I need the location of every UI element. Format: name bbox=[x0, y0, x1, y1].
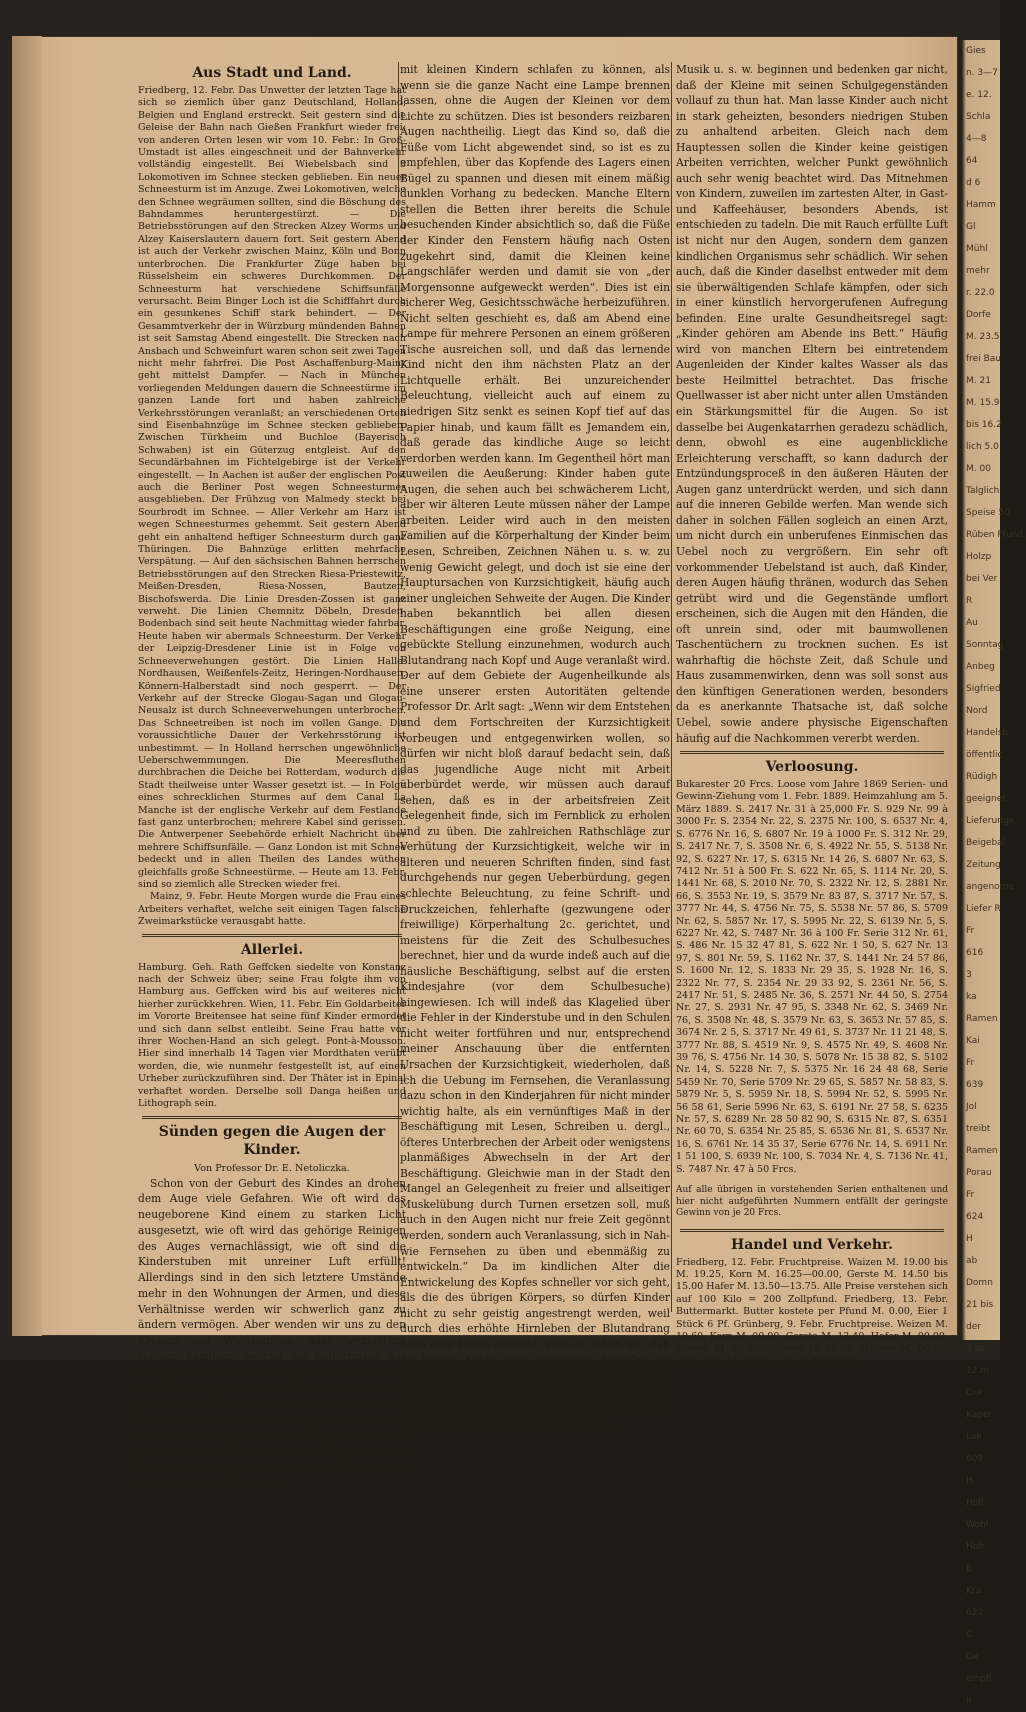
adjacent-page-fragment: Porau bbox=[966, 1168, 992, 1178]
article-suenden-part1: Schon von der Geburt des Kindes an drohen dem Auge viele Gefahren. Wie oft wird das neugeborene Kind einem zu starken Licht ausgesetzt, wie oft wird das gehörige Reinigen des Auges vernachlässigt, wie oft sind die Kinderstuben mit unreiner Luft erfüllt! Allerdings sind in den sich letztere Umstände mehr in den Wohnungen der Armen, und diese Verhältnisse werden wir schwerlich ganz zu ändern vermögen. Aber wenden wir uns zu den Kreisen des Wohlstandes, oder wenigstens solcher Familien, welche die Bedürfnisse des gewöhnlichen Lebens sorgenfrei zu befriedigen im Stande sind. Wie viele Stunden sind da die Kleinen den Dienstmädchen allein überlassen. Diese aber, wie man nur zu oft sieht, fahren die in einem Wagen auf dem Rücken liegenden Kinder so im Freien herum, daß diesen die Sonne gerade in die Augen scheint. Viele Mütter glauben gar nicht anders bbox=[138, 1176, 406, 1489]
adjacent-page-fragment: e. 12. bbox=[966, 90, 992, 100]
adjacent-page-fragment: Gl bbox=[966, 222, 976, 232]
article-stadt-und-land: Friedberg, 12. Febr. Das Unwetter der letzten Tage hat sich so ziemlich über ganz Deutschland, Holland, Belgien und England erstreckt. Seit gestern sind die Geleise der Bahn nach Gießen Frankfurt wieder frei; von anderen Orten lesen wir vom 10. Febr.: In Groß-Umstadt ist alles eingeschneit und der Bahnverkehr vollständig eingestellt. Bei Wiebelsbach sind 3 Lokomotiven im Schnee stecken geblieben. Ein neuer Schneesturm ist im Anzuge. Zwei Lokomotiven, welche den Schnee wegräumen sollten, sind die Böschung des Bahndammes heruntergestürzt. — Die Betriebsstörungen auf den Strecken Alzey Worms und Alzey Kaiserslautern dauern fort. Seit gestern Abend ist auch der Verkehr zwischen Mainz, Köln und Bonn unterbrochen. Die Frankfurter Züge haben bei Rüsselsheim ein schweres Durchkommen. Der Schneesturm hat verschiedene Schiffsunfälle verursacht. Beim Binger Loch ist die Schifffahrt durch ein gesunkenes Schiff stark behindert. — Der Gesammtverkehr der in Würzburg mündenden Bahnen ist seit Samstag Abend eingestellt. Die Strecken nach Ansbach und Schweinfurt waren schon seit zwei Tagen nicht mehr fahrfrei. Die Post Aschaffenburg-Mainz geht mittelst Dampfer. — Nach in München vorliegenden Meldungen dauern die Schneestürme im ganzen Lande fort und haben zahlreiche Verkehrsstörungen veranlaßt; an verschiedenen Orten sind Eisenbahnzüge im Schnee stecken geblieben. Zwischen Türkheim und Buchloe (Bayerisch Schwaben) ist ein Güterzug entgleist. Auf den Secundärbahnen im Fichtelgebirge ist der Verkehr eingestellt. — In Aachen ist außer der englischen Post auch die Berliner Post wegen Schneesturmes ausgeblieben. Der Frühzug von Malmedy steckt bei Sourbrodt im Schnee. — Aller Verkehr am Harz ist wegen Schneesturmes gehemmt. Seit gestern Abend geht ein anhaltend heftiger Schneesturm durch ganz Thüringen. Die Bahnzüge erlitten mehrfache Verspätung. — Auf den sächsischen Bahnen herrschen Betriebsstörungen auf den Strecken Riesa-Priestewitz, Meißen-Dresden, Riesa-Nossen, Bautzen, Bischofswerda. Die Linie Dresden-Zossen ist ganz verweht. Die Linien Chemnitz Döbeln, Dresden-Bodenbach sind seit heute Nachmittag wieder fahrbar. Heute haben wir abermals Schneesturm. Der Verkehr der Leipzig-Dresdener Linie ist in Folge von Schneeverwehungen gestört. Die Linien Halle-Nordhausen, Weißenfels-Zeitz, Heringen-Nordhausen, Könnern-Halberstadt sind noch gesperrt. — Der Verkehr auf der Strecke Glogau-Sagan und Glogau-Neusalz ist durch Schneeverwehungen unterbrochen. Das Schneetreiben ist noch im vollen Gange. Die voraussichtliche Dauer der Verkehrsstörung ist unbestimmt. — In Holland herrschen ungewöhnliche Ueberschwemmungen. Die Meeresfluthen durchbrachen die Deiche bei Rotterdam, wodurch die Stadt theilweise unter Wasser gesetzt ist. — In Folge eines schrecklichen Sturmes auf dem Canal La Manche ist der englische Verkehr auf dem Festlande fast ganz unterbrochen; mehrere Kabel sind gerissen. Die Antwerpener Seebehörde erhielt Nachricht über mehrere Schiffsunfälle. — Ganz London ist mit Schnee bedeckt und in allen Theilen des Landes wüthen gleichfalls große Schneestürme. — Heute am 13. Febr. sind so ziemlich alle Strecken wieder frei. bbox=[138, 85, 406, 890]
adjacent-page-fragment: mehr bbox=[966, 266, 990, 276]
article-verloosung: Bukarester 20 Frcs. Loose vom Jahre 1869 Serien- und Gewinn-Ziehung vom 1. Febr. 1889. Heimzahlung am 5. März 1889. S. 2417 Nr. 31 à 25,000 Fr. S. 929 Nr. 99 à 3000 Fr. S. 2354 Nr. 22, S. 2375 Nr. 100, S. 6537 Nr. 4, S. 6776 Nr. 16, S. 6807 Nr. 19 à 1000 Fr. S. 312 Nr. 29, S. 2417 Nr. 7, S. 3508 Nr. 6, S. 4922 Nr. 55, S. 5138 Nr. 92, S. 6227 Nr. 17, S. 6315 Nr. 14 26, S. 6807 Nr. 63, S. 7412 Nr. 51 à 500 Fr. S. 622 Nr. 65, S. 1114 Nr. 20, S. 1441 Nr. 68, S. 2010 Nr. 70, S. 2322 Nr. 12, S. 2881 Nr. 66, S. 3553 Nr. 19, S. 3579 Nr. 83 87, S. 3717 Nr. 57, S. 3777 Nr. 44, S. 4756 Nr. 75, S. 5538 Nr. 57 86, S. 5709 Nr. 62, S. 5857 Nr. 17, S. 5995 Nr. 22, S. 6139 Nr. 5, S. 6227 Nr. 42, S. 7487 Nr. 36 à 100 Fr. Serie 312 Nr. 61, S. 486 Nr. 15 32 47 81, S. 622 Nr. 1 50, S. 627 Nr. 13 97, S. 801 Nr. 59, S. 1162 Nr. 37, S. 1441 Nr. 24 57 86, S. 1600 Nr. 12, S. 1833 Nr. 29 35, S. 1928 Nr. 16, S. 2322 Nr. 77, S. 2354 Nr. 29 33 92, S. 2361 Nr. 56, S. 2417 Nr. 51, S. 2485 Nr. 36, S. 2571 Nr. 44 50, S. 2754 Nr. 27, S. 2931 Nr. 47 95, S. 3348 Nr. 62, S. 3469 Nr. 76, S. 3508 Nr. 48, S. 3579 Nr. 63, S. 3653 Nr. 57 85, S. 3674 Nr. 2 5, S. 3717 Nr. 49 61, S. 3737 Nr. 11 21 48, S. 3777 Nr. 88, S. 4519 Nr. 9, S. 4575 Nr. 49, S. 4608 Nr. 39 76, S. 4756 Nr. 14 30, S. 5078 Nr. 15 38 82, S. 5102 Nr. 14, S. 5228 Nr. 7, S. 5375 Nr. 16 24 48 68, Serie 5459 Nr. 70, Serie 5709 Nr. 29 65, S. 5857 Nr. 58 83, S. 5879 Nr. 5, S. 5959 Nr. 18, S. 5994 Nr. 52, S. 5995 Nr. 56 58 61, Serie 5996 Nr. 63, S. 6191 Nr. 27 58, S. 6235 Nr. 57, S. 6289 Nr. 28 50 82 90, S. 6315 Nr. 87, S. 6351 Nr. 60 70, S. 6354 Nr. 25 85, S. 6536 Nr. 81, S. 6537 Nr. 16, S. 6761 Nr. 14 35 37, Serie 6776 Nr. 14, S. 6911 Nr. 1 51 100, S. 6939 Nr. 100, S. 7034 Nr. 4, S. 7136 Nr. 41, S. 7487 Nr. 47 à 50 Frcs. bbox=[676, 779, 948, 1175]
adjacent-page-fragment: 609 bbox=[966, 1454, 984, 1464]
adjacent-page-fragment: Fr bbox=[966, 1190, 975, 1200]
article-suenden-part2: mit kleinen Kindern schlafen zu können, als wenn sie die ganze Nacht eine Lampe brennen lassen, ohne die Augen der Kleinen vor dem Lichte zu schützen. Dies ist besonders reizbaren Augen nachtheilig. Liegt das Kind so, daß die Füße vom Licht abgewendet sind, so ist es zu empfehlen, über das Kopfende des Lagers einen Bügel zu spannen und diesen mit einem mäßig dunklen Vorhang zu bedecken. Manche Eltern stellen die Betten ihrer bereits die Schule besuchenden Kinder absichtlich so, daß die Füße der Kinder den Fenstern häufig nach Osten zugekehrt sind, damit die Kleinen keine Langschläfer werden und damit sie von „der Morgensonne aufgeweckt werden“. Dies ist ein sicherer Weg, Gesichtsschwäche herbeizuführen. Nicht selten geschieht es, daß am Abend eine Lampe für mehrere Personen an einem größeren Tische ausreichen soll, und daß das lernende Kind nicht den ihm nächsten Platz an der Lichtquelle erhält. Bei unzureichender Beleuchtung, vielleicht auch auf einem zu niedrigen Sitz senkt es seinen Kopf tief auf das Papier hinab, und kaum fällt es Jemandem ein, daß gerade das kindliche Auge so leicht verdorben werden kann. Im Gegentheil hört man zuweilen die Aeußerung: Kinder haben gute Augen, die sehen auch bei schwächerem Licht, aber wir älteren Leute müssen näher der Lampe arbeiten. Leider wird auch in den meisten Familien auf die Körperhaltung der Kinder beim Lesen, Schreiben, Zeichnen Nähen u. s. w. zu wenig Gewicht gelegt, und doch ist sie eine der Hauptursachen von Kurzsichtigkeit, häufig auch einer ungleichen Sehweite der Augen. Die Kinder haben bekanntlich bei allen diesen Beschäftigungen eine große Neigung, eine gebückte Stellung einzunehmen, wodurch auch Blutandrang nach Kopf und Auge veranlaßt wird. Der auf dem Gebiete der Augenheilkunde als eine unserer ersten Autoritäten geltende Professor Dr. Arlt sagt: „Wenn wir dem Entstehen und dem Fortschreiten der Kurzsichtigkeit vorbeugen und entgegenwirken wollen, so dürfen wir nicht bloß darauf bedacht sein, daß das jugendliche Auge nicht mit Arbeit überbürdet werde, wir müssen auch darauf sehen, daß es in der arbeitsfreien Zeit Gelegenheit finde, sich im Fernblick zu erholen und zu üben. Die zahlreichen Rathschläge zur Verhütung der Kurzsichtigkeit, welche wir in älteren und neueren Schriften finden, sind fast durchgehends nur gegen Ueberbürdung, gegen schlechte Beleuchtung, zu feine Schrift- und Druckzeichen, fehlerhafte (gezwungene oder freiwillige) Körperhaltung 2c. gerichtet, und meistens für die Zeit des Schulbesuches berechnet, hier und da wurde indeß auch auf die häusliche Beschäftigung, selbst auf die ersten Kindesjahre (vor dem Schulbesuche) hingewiesen. Ich will indeß das Klagelied über die Fehler in der Kinderstube und in den Schulen nicht weiter fortführen und nur, entsprechend meiner Anschauung über die entfernten Ursachen der Kurzsichtigkeit, wiederholen, daß ich die Uebung im Fernsehen, die Veranlassung dazu schon in den Kinderjahren für nicht minder wichtig halte, als ein vernünftiges Maß in der Beschäftigung mit Lesen, Schreiben u. dergl., öfteres Unterbrechen der Arbeit oder wenigstens planmäßiges Abwechseln in der Art der Beschäftigung. Gleichwie man in der Stadt den Mangel an Gelegenheit zu freier und allseitiger Muskelübung durch Turnen ersetzen soll, muß auch in den Augen nicht nur freie Zeit gegönnt werden, sondern auch Veranlassung, sich in Nah- wie Fernsehen zu üben und ebenmäßig zu entwickeln.“ Da im kindlichen Alter die Entwickelung des Kopfes schneller vor sich geht, als die des übrigen Körpers, so dürfen Kinder nicht zu sehr geistig angestrengt werden, weil durch dies erhöhte Hirnleben der Blutandrang nach dem Kopfe entsteht. Wie oft sehen wir, daß ein kleiner Knabe nach gemachten Aufgaben im Gesicht ungewöhnlich roth erscheint, daß sein Kopf heiß ist. Manche Eltern beherzigen dieses Moment nicht und können es gar nicht erwarten, daß ihre Kinder mit fremden Sprachen, bbox=[400, 63, 670, 1429]
column-left bbox=[138, 62, 406, 1489]
adjacent-page-fragment: H bbox=[966, 1476, 973, 1486]
adjacent-page-fragment: der bbox=[966, 1322, 981, 1332]
adjacent-page-fragment: bei Ver bbox=[966, 574, 998, 584]
adjacent-page-fragment: Talglich bbox=[966, 486, 1000, 496]
article-handel: Friedberg, 12. Febr. Fruchtpreise. Waizen M. 19.00 bis M. 19.25, Korn M. 16.25—00.00, Gerste M. 14.50 bis 15.00 Hafer M. 13.50—13.75. Alle Preise verstehen sich auf 100 Kilo = 200 Zollpfund. Friedberg, 13. Febr. Buttermarkt. Butter kostete per Pfund M. 0.00, Eier 1 Stück 6 Pf. Grünberg, 9. Febr. Fruchtpreise. Weizen M. 19.60, Korn M. 00.00, Gerste M. 13.40, Hafer M. 00.00, Erbsen M. 00.00, Bohnen M. 00.00, Wicken M. 00.00, Kartoffeln M. 00.00, Linsen M. 00.00. bbox=[676, 1256, 948, 1367]
adjacent-page-fragment: M. 15.9 bbox=[966, 398, 1000, 408]
adjacent-page-fragment: Wohl bbox=[966, 1520, 989, 1530]
adjacent-page-fragment: Kra bbox=[966, 1586, 982, 1596]
adjacent-page-fragment: 64 bbox=[966, 156, 978, 166]
adjacent-page-fragment: lich 5.0 bbox=[966, 442, 999, 452]
adjacent-page-fragment: Holzp bbox=[966, 552, 992, 562]
section-heading-suenden: Sünden gegen die Augen der Kinder. bbox=[158, 1123, 386, 1158]
adjacent-page-fragment: 616 bbox=[966, 948, 984, 958]
adjacent-page-fragment: 21 bis bbox=[966, 1300, 994, 1310]
adjacent-page-fragment: 12 m bbox=[966, 1366, 990, 1376]
section-heading-handel: Handel und Verkehr. bbox=[731, 1236, 893, 1253]
adjacent-page-fragment: Domn bbox=[966, 1278, 993, 1288]
adjacent-page-fragment: ka bbox=[966, 992, 977, 1002]
page-binding-edge bbox=[12, 36, 42, 1336]
section-divider bbox=[680, 751, 944, 754]
adjacent-page-fragment: ab bbox=[966, 1256, 978, 1266]
adjacent-page-fragment: frei Bau bbox=[966, 354, 1001, 364]
adjacent-page-fragment: 622 bbox=[966, 1608, 984, 1618]
adjacent-page-fragment: 639 bbox=[966, 1080, 984, 1090]
adjacent-page-fragment: Zeitung bbox=[966, 860, 1001, 870]
adjacent-page-fragment: d 6 bbox=[966, 178, 981, 188]
adjacent-page-fragment: Rüdigh bbox=[966, 772, 998, 782]
adjacent-page-fragment: Mühl bbox=[966, 244, 988, 254]
adjacent-page-fragment: öffentlic bbox=[966, 750, 1003, 760]
adjacent-page-fragment: Lak bbox=[966, 1432, 982, 1442]
adjacent-page-fragment: Jol bbox=[966, 1102, 977, 1112]
adjacent-page-fragment: Gies bbox=[966, 46, 986, 56]
adjacent-page-fragment: Anbeg bbox=[966, 662, 995, 672]
section-divider bbox=[142, 934, 402, 937]
adjacent-page-fragment: Beigebal bbox=[966, 838, 1006, 848]
adjacent-page-fragment: n. 3—7 bbox=[966, 68, 998, 78]
adjacent-page-fragment: Dorfe bbox=[966, 310, 991, 320]
adjacent-page-fragment: Kai bbox=[966, 1036, 980, 1046]
adjacent-page-fragment: Liefer R bbox=[966, 904, 1001, 914]
adjacent-page-fragment: 624 bbox=[966, 1212, 984, 1222]
adjacent-page-strip bbox=[962, 40, 1026, 1706]
adjacent-page-fragment: H bbox=[966, 1234, 973, 1244]
section-divider bbox=[680, 1229, 944, 1232]
article-author: Von Professor Dr. E. Netoliczka. bbox=[194, 1162, 350, 1174]
adjacent-page-fragment: bis 16.2 bbox=[966, 420, 1002, 430]
column-right bbox=[676, 62, 949, 1367]
adjacent-page-fragment: Fr bbox=[966, 926, 975, 936]
adjacent-page-fragment: geeignet bbox=[966, 794, 1006, 804]
adjacent-page-fragment: Rüben Pfund. bbox=[966, 530, 1026, 540]
adjacent-page-fragment: M. 00 bbox=[966, 464, 991, 474]
column-divider bbox=[671, 62, 672, 1312]
column-middle bbox=[400, 62, 670, 1429]
adjacent-page-fragment: Sonntag bbox=[966, 640, 1004, 650]
adjacent-page-fragment: Kaper bbox=[966, 1410, 993, 1420]
section-heading-stadt-und-land: Aus Stadt und Land. bbox=[192, 65, 352, 81]
adjacent-page-fragment: Holr bbox=[966, 1542, 985, 1552]
adjacent-page-fragment: C bbox=[966, 1630, 973, 1640]
adjacent-page-fragment: angenome bbox=[966, 882, 1014, 892]
adjacent-page-fragment: Ge bbox=[966, 1652, 979, 1662]
adjacent-page-fragment: Handelsb bbox=[966, 728, 1009, 738]
article-allerlei: Hamburg. Geh. Rath Geffcken siedelte von Konstanz nach der Schweiz über; seine Frau folgte ihm von Hamburg aus. Geffcken wird bis auf weiteres nicht hierher zurückkehren. Wien, 11. Febr. Ein Goldarbeiter im Vororte Breitensee hat seine fünf Kinder ermordet und sich dann selbst entleibt. Seine Frau hatte vor ihrer Wochen-Hand an sich gelegt. Pont-à-Mousson. Hier sind innerhalb 14 Tagen vier Mordthaten verübt worden, die, wie nunmehr festgestellt ist, auf einen Urheber zurückzuführen sind. Der Thäter ist in Epinal verhaftet worden. Derselbe soll Danga heißen und Lithograph sein. bbox=[138, 961, 406, 1110]
adjacent-page-fragment: r. 22.0 bbox=[966, 288, 995, 298]
adjacent-page-fragment: Hamm bbox=[966, 200, 996, 210]
section-divider bbox=[142, 1116, 402, 1119]
adjacent-page-fragment: h bbox=[966, 1696, 972, 1706]
adjacent-page-fragment: E bbox=[966, 1564, 972, 1574]
adjacent-page-fragment: Ramen bbox=[966, 1014, 998, 1024]
adjacent-page-fragment: 3 ac bbox=[966, 1344, 986, 1354]
adjacent-page-fragment: Au bbox=[966, 618, 978, 628]
adjacent-page-fragment: M. 23.5 bbox=[966, 332, 1000, 342]
adjacent-page-fragment: Fr bbox=[966, 1058, 975, 1068]
adjacent-page-fragment: Gra bbox=[966, 1388, 983, 1398]
article-mainz: Mainz, 9. Febr. Heute Morgen wurde die Frau eines Arbeiters verhaftet, welche seit einigen Tagen falsche Zweimarkstücke verausgabt hatte. bbox=[138, 891, 406, 928]
adjacent-page-fragment: Sigfried bbox=[966, 684, 1001, 694]
adjacent-page-fragment: M. 21 bbox=[966, 376, 991, 386]
adjacent-page-fragment: treibt bbox=[966, 1124, 991, 1134]
section-heading-allerlei: Allerlei. bbox=[240, 941, 304, 958]
article-suenden-part3: Musik u. s. w. beginnen und bedenken gar nicht, daß der Kleine mit seinen Schulgegenständen vollauf zu thun hat. Man lasse Kinder auch nicht in stark geheizten, besonders niedrigen Stuben zu anhaltend arbeiten. Gleich nach dem Hauptessen sollen die Kinder keine geistigen Arbeiten verrichten, welcher Punkt gewöhnlich auch sehr wenig beachtet wird. Das Mitnehmen von Kindern, zuweilen im zartesten Alter, in Gast- und Kaffeehäuser, besonders Abends, ist entschieden zu tadeln. Die mit Rauch erfüllte Luft ist nicht nur den Augen, sondern dem ganzen kindlichen Organismus sehr schädlich. Wir sehen auch, daß die Kinder daselbst entweder mit dem sie überwältigenden Schlafe kämpfen, oder sich in einer künstlich hervorgerufenen Aufregung befinden. Eine uralte Gesundheitsregel sagt: „Kinder gehören am Abende ins Bett.“ Häufig wird von manchen Eltern bei eintretendem Augenleiden der Kinder kaltes Wasser als das beste Heilmittel betrachtet. Das frische Quellwasser ist aber nicht unter allen Umständen ein Stärkungsmittel für die Augen. So ist dasselbe bei Augenkatarrhen geradezu schädlich, denn, obwohl es eine augenblickliche Erleichterung verschafft, so kann dadurch der Entzündungsproceß in den äußeren Häuten der Augen ganz unterdrückt werden, und sich dann auf die inneren Gebilde werfen. Man wende sich daher in solchen Fällen sogleich an einen Arzt, um nicht durch ein unberufenes Einmischen das Uebel noch zu vergrößern. Ein sehr oft vorkommender Uebelstand ist auch, daß Kinder, deren Augen häufig thränen, wodurch das Sehen getrübt wird und die Gegenstände umflort erscheinen, sich die Augen mit den Händen, die oft unrein sind, oder mit baumwollenen Taschentüchern zu trocknen suchen. Es ist wahrhaftig die höchste Zeit, daß Schule und Haus zusammenwirken, denn was soll sonst aus den künftigen Generationen werden, besonders da es anerkannte Thatsache ist, daß solche Uebel, sowie andere physische Eigenschaften häufig auf die Nachkommen vererbt werden. bbox=[676, 63, 949, 745]
adjacent-page-fragment: 4—8 bbox=[966, 134, 987, 144]
adjacent-page-fragment: empfi bbox=[966, 1674, 992, 1684]
adjacent-page-fragment: Ramen bbox=[966, 1146, 998, 1156]
adjacent-page-fragment: 3 bbox=[966, 970, 972, 980]
adjacent-page-fragment: R bbox=[966, 596, 973, 606]
section-heading-verloosung: Verloosung. bbox=[765, 759, 859, 776]
verloosung-note: Auf alle übrigen in vorstehenden Serien enthaltenen und hier nicht aufgeführten Nummern entfällt der geringste Gewinn von je 20 Frcs. bbox=[676, 1185, 948, 1219]
adjacent-page-fragment: Lieferunge bbox=[966, 816, 1015, 826]
adjacent-page-fragment: Speise 50 bbox=[966, 508, 1011, 518]
adjacent-page-fragment: Nord bbox=[966, 706, 988, 716]
adjacent-page-fragment: Holl bbox=[966, 1498, 984, 1508]
adjacent-page-fragment: Schla bbox=[966, 112, 991, 122]
